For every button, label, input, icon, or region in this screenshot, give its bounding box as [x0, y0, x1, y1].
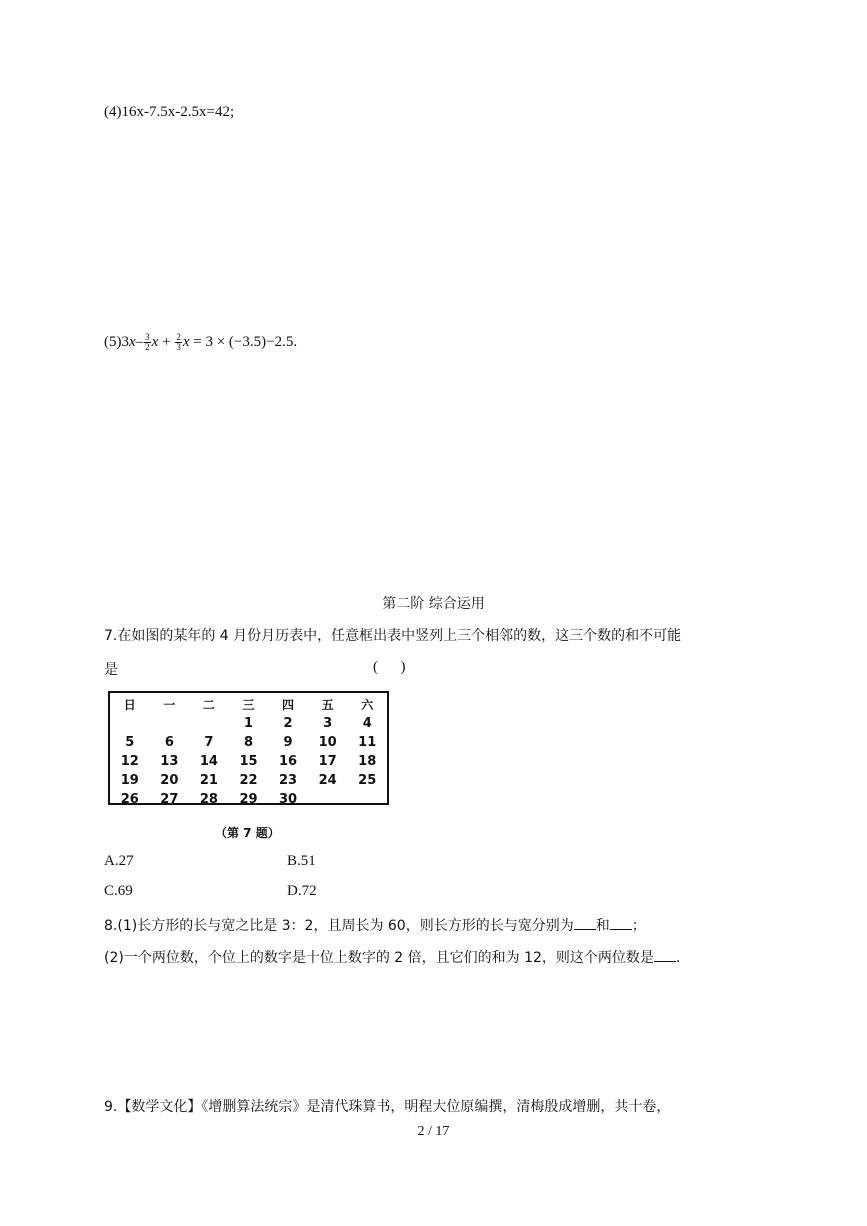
problem-5-equation [104, 333, 297, 352]
calendar-cell: 27 [160, 792, 179, 807]
calendar-cell: 20 [160, 773, 179, 788]
section-title: 第二阶 综合运用 [382, 596, 485, 612]
calendar-cell: 1 [243, 716, 254, 731]
answer-blank[interactable] [574, 915, 596, 930]
option-b: B.51 [287, 853, 316, 869]
calendar-cell: 8 [243, 735, 254, 750]
calendar-cell: 24 [318, 773, 337, 788]
fraction-denominator: 2 [145, 342, 150, 352]
calendar-cell: 4 [362, 716, 372, 731]
calendar-cell: 18 [358, 754, 377, 769]
option-c: C.69 [104, 883, 133, 899]
calendar-cell: 25 [358, 773, 377, 788]
page-number: 2 / 17 [417, 1124, 450, 1139]
calendar-header-sun: 日 [123, 698, 136, 712]
minus-sign: – [135, 334, 144, 350]
option-d: D.72 [287, 883, 317, 899]
q7-line-1: 7.在如图的某年的 4 月份月历表中，任意框出表中竖列上三个相邻的数，这三个数的和不可能 [104, 628, 682, 644]
calendar-cell: 12 [120, 754, 139, 769]
calendar-cell: 16 [279, 754, 298, 769]
q8-part-2 [104, 947, 680, 967]
answer-blank[interactable] [610, 915, 632, 930]
calendar-cell: 23 [279, 773, 298, 788]
calendar-header-mon: 一 [163, 698, 176, 712]
calendar-cell: 19 [120, 773, 139, 788]
option-a: A.27 [104, 853, 134, 869]
q8-part-1-end: ； [631, 918, 646, 934]
calendar-cell: 13 [160, 754, 179, 769]
q9-line-1: 9.【数学文化】《增删算法统宗》是清代珠算书，明程大位原编撰，清梅殷成增删，共十卷， [104, 1099, 671, 1115]
calendar-cell: 21 [199, 773, 218, 788]
q7-line-2: 是 [104, 662, 118, 678]
calendar-header-wed: 三 [242, 698, 255, 712]
answer-blank[interactable] [654, 947, 676, 962]
calendar-cell: 7 [204, 735, 214, 750]
q8-part-2-text: (2)一个两位数，个位上的数字是十位上数字的 2 倍，且它们的和为 12，则这个两位数是 [104, 950, 654, 966]
calendar-cell: 10 [318, 735, 337, 750]
calendar-grid [110, 695, 387, 809]
variable-x: x [129, 334, 136, 350]
calendar-header-tue: 二 [202, 698, 215, 712]
calendar-cell: 6 [164, 735, 174, 750]
fraction-denominator: 3 [176, 342, 181, 352]
calendar-cell: 2 [283, 716, 293, 731]
calendar-cell: 28 [199, 792, 218, 807]
problem-5-rhs: = 3 × (−3.5)−2.5. [189, 334, 298, 350]
calendar-header-sat: 六 [361, 698, 374, 712]
variable-x: x [151, 334, 159, 350]
calendar-cell: 5 [125, 735, 135, 750]
q8-part-1 [104, 915, 646, 935]
plus-sign: + [158, 334, 175, 350]
fraction-two-thirds [175, 333, 182, 352]
april-calendar [108, 691, 389, 805]
calendar-cell: 17 [318, 754, 337, 769]
problem-4-equation: (4)16x-7.5x-2.5x=42; [104, 104, 235, 120]
calendar-cell: 11 [358, 735, 377, 750]
calendar-cell: 26 [120, 792, 139, 807]
calendar-cell: 29 [239, 792, 258, 807]
calendar-cell: 14 [199, 754, 218, 769]
calendar-cell: 15 [239, 754, 258, 769]
variable-x: x [182, 334, 190, 350]
q8-part-2-end: . [675, 950, 681, 966]
q7-answer-parentheses: ( ) [373, 659, 406, 675]
calendar-cell: 3 [323, 716, 333, 731]
calendar-cell: 9 [283, 735, 293, 750]
calendar-header-fri: 五 [321, 698, 334, 712]
fraction-numerator: 3 [145, 332, 150, 342]
calendar-cell: 30 [279, 792, 298, 807]
calendar-header-thu: 四 [282, 698, 295, 712]
fraction-numerator: 2 [176, 332, 181, 342]
q8-part-1-connector: 和 [595, 918, 610, 934]
figure-caption: （第 7 题） [215, 826, 280, 840]
fraction-three-halves [144, 333, 151, 352]
calendar-cell: 22 [239, 773, 258, 788]
q8-part-1-text: 8.(1)长方形的长与宽之比是 3：2，且周长为 60，则长方形的长与宽分别为 [104, 918, 574, 934]
problem-5-label: (5)3 [104, 334, 129, 350]
